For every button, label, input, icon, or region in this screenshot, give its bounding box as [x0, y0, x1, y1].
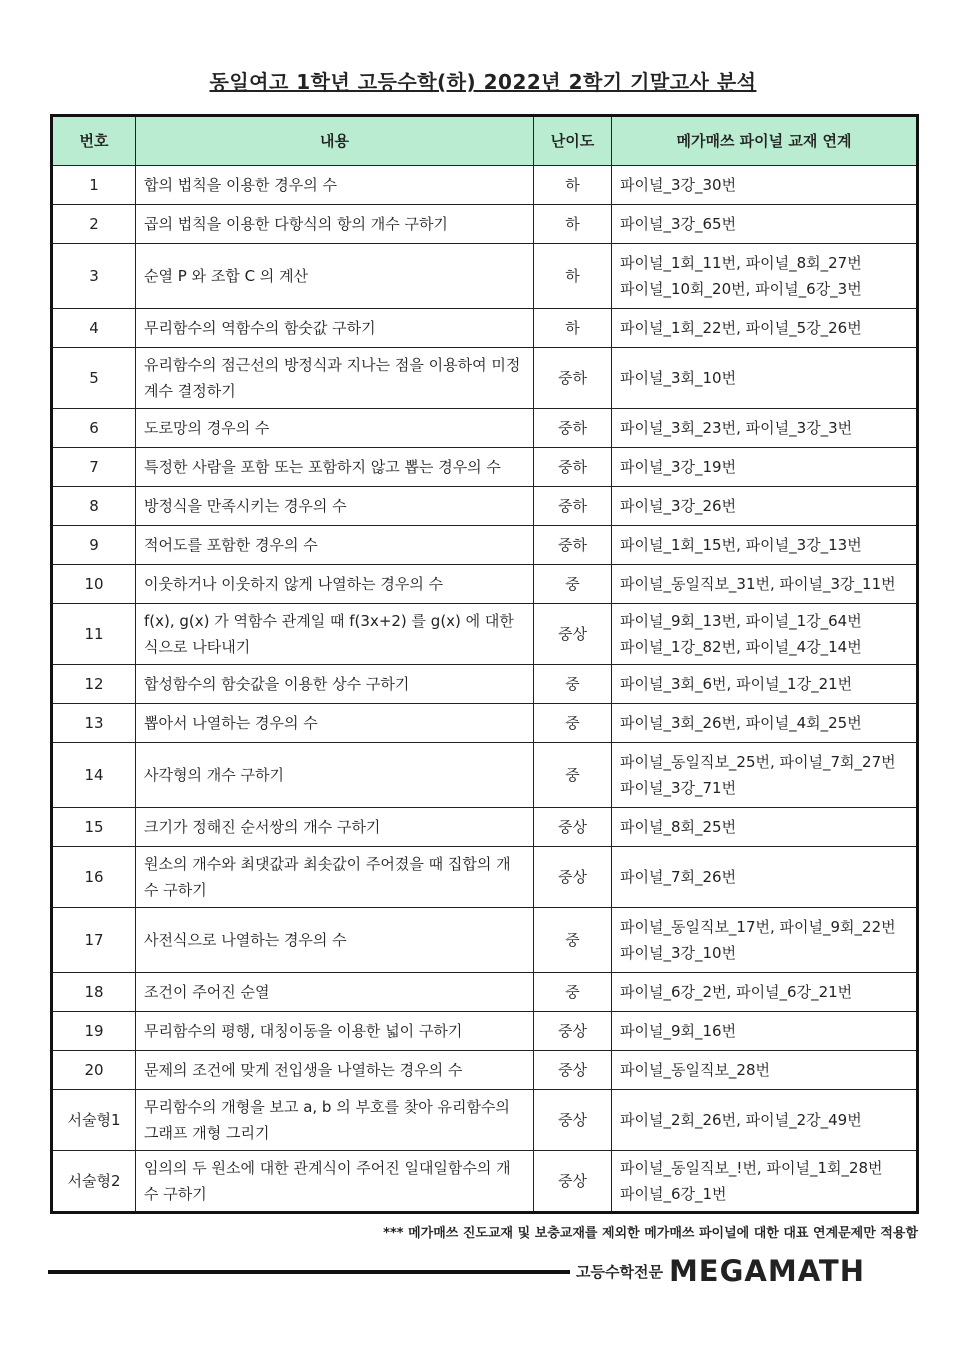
row-link [612, 847, 918, 908]
row-link [612, 565, 918, 604]
row-content: 무리함수의 평행, 대칭이동을 이용한 넓이 구하기 [136, 1012, 534, 1051]
table-row [52, 448, 918, 487]
row-number: 15 [52, 808, 136, 847]
table-row [52, 1012, 918, 1051]
row-link [612, 244, 918, 309]
table-row [52, 348, 918, 409]
table-row [52, 973, 918, 1012]
row-number: 3 [52, 244, 136, 309]
row-number: 16 [52, 847, 136, 908]
row-link [612, 448, 918, 487]
link-line-1: 파이널_3강_65번 [620, 215, 737, 233]
row-difficulty: 중 [534, 743, 612, 808]
row-content: 사전식으로 나열하는 경우의 수 [136, 908, 534, 973]
header-difficulty: 난이도 [534, 116, 612, 166]
link-line-2: 파이널_1강_82번, 파이널_4강_14번 [620, 638, 862, 656]
brand-subtitle: 고등수학전문 [576, 1262, 663, 1281]
row-difficulty: 중상 [534, 1051, 612, 1090]
row-number: 19 [52, 1012, 136, 1051]
row-content: 무리함수의 개형을 보고 a, b 의 부호를 찾아 유리함수의 그래프 개형 그리기 [136, 1090, 534, 1151]
row-content: 방정식을 만족시키는 경우의 수 [136, 487, 534, 526]
link-line-1: 파이널_동일직보_!번, 파이널_1회_28번 [620, 1159, 883, 1177]
table-row [52, 1151, 918, 1213]
row-content: 도로망의 경우의 수 [136, 409, 534, 448]
row-difficulty: 중 [534, 908, 612, 973]
table-row [52, 166, 918, 205]
row-content: 곱의 법칙을 이용한 다항식의 항의 개수 구하기 [136, 205, 534, 244]
link-line-1: 파이널_3강_30번 [620, 176, 737, 194]
row-number: 서술형1 [52, 1090, 136, 1151]
link-line-1: 파이널_1회_11번, 파이널_8회_27번 [620, 254, 862, 272]
row-number: 17 [52, 908, 136, 973]
header-content: 내용 [136, 116, 534, 166]
header-number: 번호 [52, 116, 136, 166]
link-line-1: 파이널_3강_26번 [620, 497, 737, 515]
table-row [52, 244, 918, 309]
row-difficulty: 하 [534, 166, 612, 205]
row-difficulty: 중하 [534, 409, 612, 448]
page-title: 동일여고 1학년 고등수학(하) 2022년 2학기 기말고사 분석 [209, 70, 757, 94]
row-content: 적어도를 포함한 경우의 수 [136, 526, 534, 565]
row-link [612, 704, 918, 743]
table-row [52, 205, 918, 244]
footnote: *** 메가매쓰 진도교재 및 보충교재를 제외한 메가매쓰 파이널에 대한 대표 연계문제만 적용함 [383, 1226, 918, 1241]
row-difficulty: 중상 [534, 808, 612, 847]
table-row [52, 665, 918, 704]
row-link [612, 348, 918, 409]
row-number: 9 [52, 526, 136, 565]
row-difficulty: 중 [534, 973, 612, 1012]
row-number: 13 [52, 704, 136, 743]
table-row [52, 808, 918, 847]
row-number: 1 [52, 166, 136, 205]
row-content: 뽑아서 나열하는 경우의 수 [136, 704, 534, 743]
link-line-1: 파이널_1회_22번, 파이널_5강_26번 [620, 319, 862, 337]
row-link [612, 665, 918, 704]
row-difficulty: 중상 [534, 1012, 612, 1051]
table-row [52, 743, 918, 808]
table-row [52, 1051, 918, 1090]
link-line-2: 파이널_6강_1번 [620, 1185, 727, 1203]
row-number: 2 [52, 205, 136, 244]
row-content: 합성함수의 함숫값을 이용한 상수 구하기 [136, 665, 534, 704]
table-row [52, 409, 918, 448]
row-content: 임의의 두 원소에 대한 관계식이 주어진 일대일함수의 개수 구하기 [136, 1151, 534, 1213]
row-number: 7 [52, 448, 136, 487]
row-link [612, 1012, 918, 1051]
row-link [612, 604, 918, 665]
row-content: 사각형의 개수 구하기 [136, 743, 534, 808]
link-line-1: 파이널_9회_16번 [620, 1022, 737, 1040]
link-line-1: 파이널_9회_13번, 파이널_1강_64번 [620, 612, 862, 630]
link-line-1: 파이널_2회_26번, 파이널_2강_49번 [620, 1111, 862, 1129]
link-line-2: 파이널_3강_10번 [620, 944, 737, 962]
row-content: 합의 법칙을 이용한 경우의 수 [136, 166, 534, 205]
row-content: f(x), g(x) 가 역함수 관계일 때 f(3x+2) 를 g(x) 에 대한 식으로 나타내기 [136, 604, 534, 665]
row-link [612, 973, 918, 1012]
row-link [612, 205, 918, 244]
row-difficulty: 중하 [534, 348, 612, 409]
table-row [52, 604, 918, 665]
link-line-1: 파이널_3회_26번, 파이널_4회_25번 [620, 714, 862, 732]
table-row [52, 704, 918, 743]
row-content: 이웃하거나 이웃하지 않게 나열하는 경우의 수 [136, 565, 534, 604]
link-line-1: 파이널_3회_23번, 파이널_3강_3번 [620, 419, 853, 437]
link-line-1: 파이널_동일직보_25번, 파이널_7회_27번 [620, 753, 896, 771]
row-number: 8 [52, 487, 136, 526]
table-header-row [52, 116, 918, 166]
link-line-1: 파이널_동일직보_28번 [620, 1061, 771, 1079]
row-difficulty: 중하 [534, 448, 612, 487]
header-link: 메가매쓰 파이널 교재 연계 [612, 116, 918, 166]
row-link [612, 309, 918, 348]
row-difficulty: 중 [534, 665, 612, 704]
row-link [612, 166, 918, 205]
link-line-2: 파이널_10회_20번, 파이널_6강_3번 [620, 280, 862, 298]
row-link [612, 409, 918, 448]
table-row [52, 487, 918, 526]
row-number: 11 [52, 604, 136, 665]
row-difficulty: 하 [534, 309, 612, 348]
table-row [52, 1090, 918, 1151]
row-link [612, 487, 918, 526]
row-number: 10 [52, 565, 136, 604]
table-row [52, 908, 918, 973]
row-link [612, 808, 918, 847]
row-content: 순열 P 와 조합 C 의 계산 [136, 244, 534, 309]
row-content: 유리함수의 점근선의 방정식과 지나는 점을 이용하여 미정계수 결정하기 [136, 348, 534, 409]
brand-block [576, 1256, 865, 1286]
row-number: 서술형2 [52, 1151, 136, 1213]
link-line-1: 파이널_6강_2번, 파이널_6강_21번 [620, 983, 853, 1001]
row-difficulty: 중 [534, 704, 612, 743]
link-line-1: 파이널_3회_10번 [620, 369, 737, 387]
bottom-divider [48, 1270, 570, 1274]
link-line-1: 파이널_동일직보_17번, 파이널_9회_22번 [620, 918, 896, 936]
row-content: 크기가 정해진 순서쌍의 개수 구하기 [136, 808, 534, 847]
row-number: 4 [52, 309, 136, 348]
row-number: 6 [52, 409, 136, 448]
analysis-table [50, 114, 919, 1214]
megamath-logo: MEGAMATH [668, 1254, 865, 1288]
row-number: 20 [52, 1051, 136, 1090]
row-difficulty: 중상 [534, 1090, 612, 1151]
row-content: 특정한 사람을 포함 또는 포함하지 않고 뽑는 경우의 수 [136, 448, 534, 487]
row-difficulty: 중하 [534, 487, 612, 526]
link-line-2: 파이널_3강_71번 [620, 779, 737, 797]
row-number: 12 [52, 665, 136, 704]
row-difficulty: 중상 [534, 604, 612, 665]
row-number: 14 [52, 743, 136, 808]
row-content: 원소의 개수와 최댓값과 최솟값이 주어졌을 때 집합의 개수 구하기 [136, 847, 534, 908]
table-body [52, 166, 918, 1213]
table-row [52, 526, 918, 565]
row-difficulty: 하 [534, 205, 612, 244]
row-difficulty: 중 [534, 565, 612, 604]
row-content: 조건이 주어진 순열 [136, 973, 534, 1012]
link-line-1: 파이널_7회_26번 [620, 868, 737, 886]
row-difficulty: 중하 [534, 526, 612, 565]
table-row [52, 309, 918, 348]
link-line-1: 파이널_8회_25번 [620, 818, 737, 836]
row-difficulty: 하 [534, 244, 612, 309]
row-link [612, 1051, 918, 1090]
link-line-1: 파이널_동일직보_31번, 파이널_3강_11번 [620, 575, 896, 593]
row-link [612, 526, 918, 565]
row-difficulty: 중상 [534, 1151, 612, 1213]
link-line-1: 파이널_3회_6번, 파이널_1강_21번 [620, 675, 853, 693]
row-link [612, 1151, 918, 1213]
row-content: 무리함수의 역함수의 함숫값 구하기 [136, 309, 534, 348]
table-row [52, 565, 918, 604]
row-link [612, 1090, 918, 1151]
row-content: 문제의 조건에 맞게 전입생을 나열하는 경우의 수 [136, 1051, 534, 1090]
row-number: 18 [52, 973, 136, 1012]
row-number: 5 [52, 348, 136, 409]
link-line-1: 파이널_1회_15번, 파이널_3강_13번 [620, 536, 862, 554]
link-line-1: 파이널_3강_19번 [620, 458, 737, 476]
row-link [612, 743, 918, 808]
row-difficulty: 중상 [534, 847, 612, 908]
table-row [52, 847, 918, 908]
row-link [612, 908, 918, 973]
